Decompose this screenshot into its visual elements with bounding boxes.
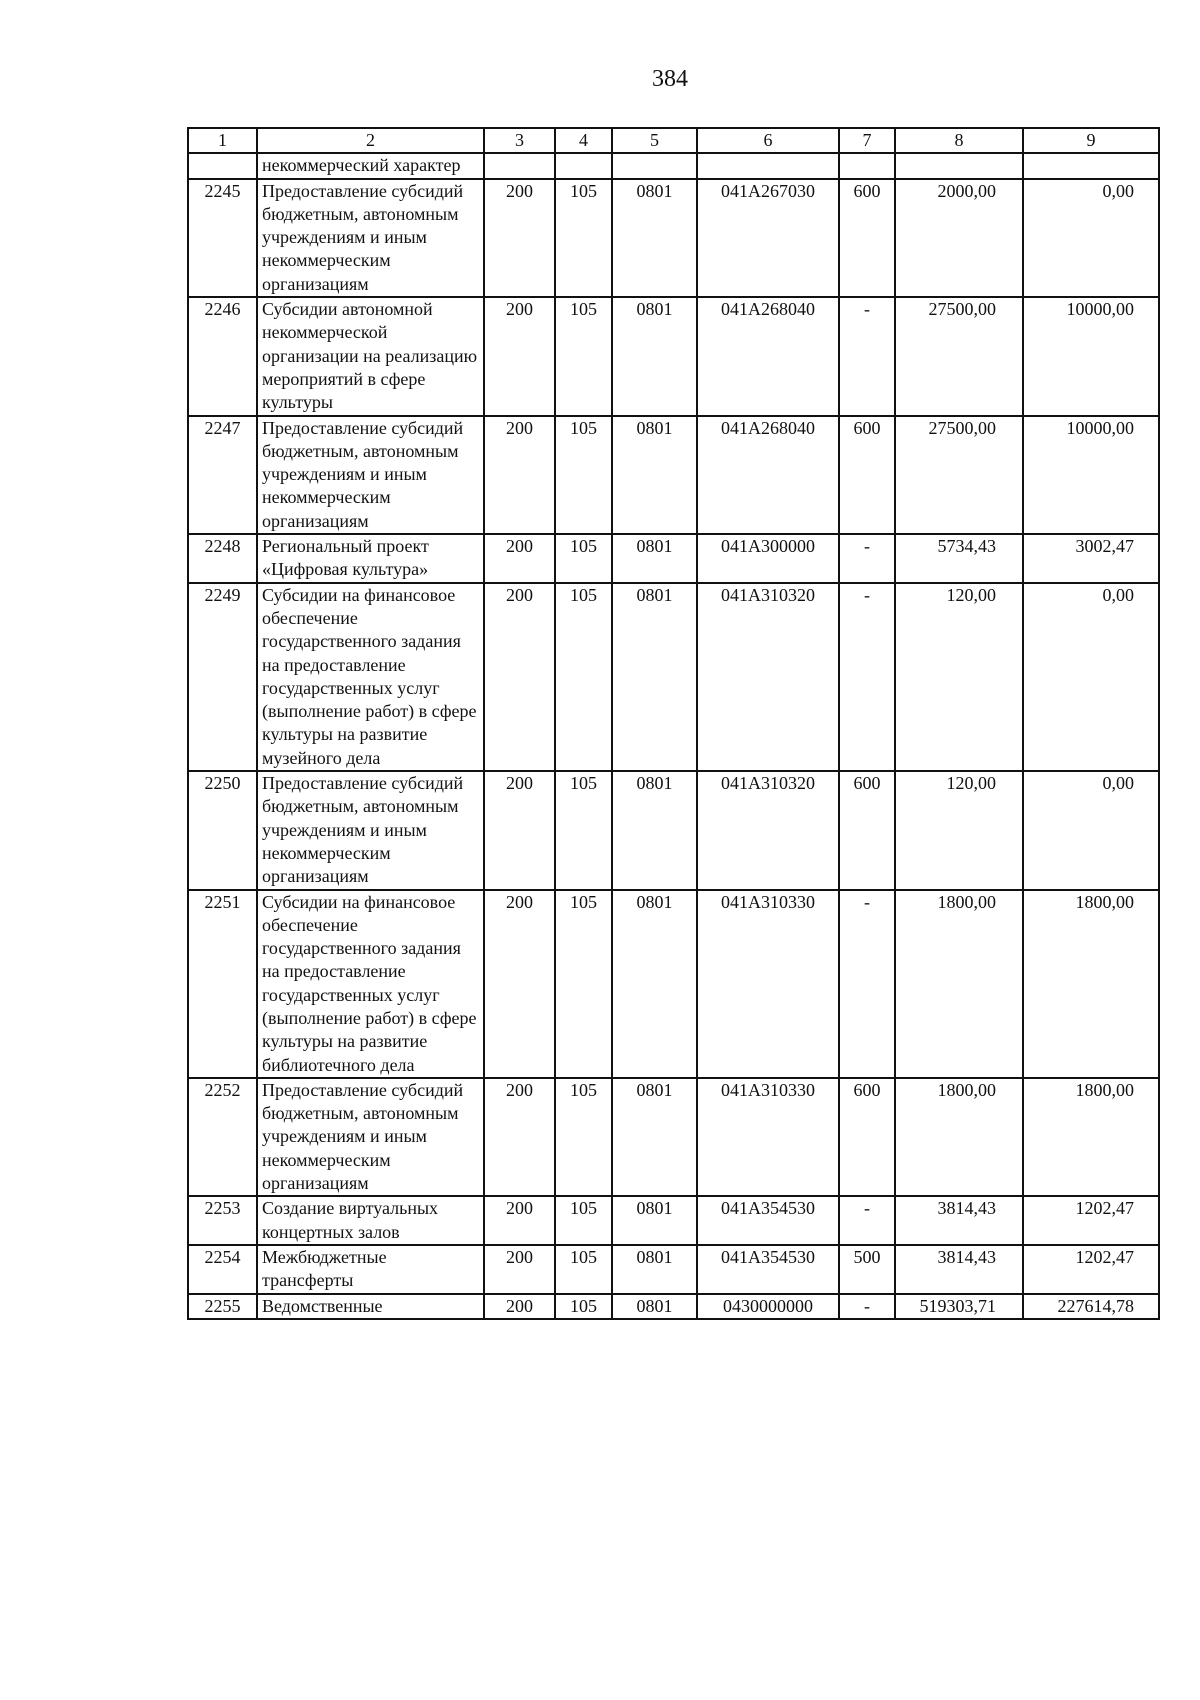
cell-col-9: 1800,00 <box>1023 1078 1159 1196</box>
cell-col-6 <box>697 153 839 178</box>
cell-col-7: - <box>839 890 895 1078</box>
cell-col-5: 0801 <box>612 534 697 583</box>
cell-col-9: 0,00 <box>1023 771 1159 889</box>
row-name: Предоставление субсидий бюджетным, автономным учреждениям и иным некоммерческим организациям <box>257 1078 484 1196</box>
row-number: 2251 <box>188 890 257 1078</box>
table-row <box>188 416 1159 534</box>
cell-col-4: 105 <box>555 771 612 889</box>
cell-col-5: 0801 <box>612 416 697 534</box>
cell-col-7: 600 <box>839 1078 895 1196</box>
cell-col-6: 041А300000 <box>697 534 839 583</box>
cell-col-3: 200 <box>484 1078 555 1196</box>
cell-col-7 <box>839 153 895 178</box>
column-number: 1 <box>188 128 257 153</box>
cell-col-9: 10000,00 <box>1023 416 1159 534</box>
cell-col-7: 600 <box>839 179 895 297</box>
table-row <box>188 534 1159 583</box>
cell-col-9: 0,00 <box>1023 179 1159 297</box>
row-name: Региональный проект «Цифровая культура» <box>257 534 484 583</box>
cell-col-6: 041А267030 <box>697 179 839 297</box>
table-row <box>188 297 1159 415</box>
cell-col-9: 1202,47 <box>1023 1245 1159 1294</box>
cell-col-8: 120,00 <box>895 771 1023 889</box>
cell-col-4: 105 <box>555 890 612 1078</box>
column-number: 3 <box>484 128 555 153</box>
cell-col-4: 105 <box>555 1294 612 1319</box>
cell-col-4: 105 <box>555 1196 612 1245</box>
cell-col-6: 041А268040 <box>697 297 839 415</box>
row-name: Предоставление субсидий бюджетным, автономным учреждениям и иным некоммерческим организациям <box>257 416 484 534</box>
cell-col-9: 10000,00 <box>1023 297 1159 415</box>
cell-col-4: 105 <box>555 534 612 583</box>
row-number: 2245 <box>188 179 257 297</box>
cell-col-3: 200 <box>484 583 555 771</box>
cell-col-9: 1202,47 <box>1023 1196 1159 1245</box>
cell-col-6: 041А310330 <box>697 1078 839 1196</box>
cell-col-5 <box>612 153 697 178</box>
cell-col-3: 200 <box>484 416 555 534</box>
cell-col-8 <box>895 153 1023 178</box>
cell-col-7: - <box>839 534 895 583</box>
cell-col-5: 0801 <box>612 1245 697 1294</box>
cell-col-5: 0801 <box>612 1196 697 1245</box>
table-row <box>188 583 1159 771</box>
column-number: 6 <box>697 128 839 153</box>
cell-col-8: 120,00 <box>895 583 1023 771</box>
cell-col-6: 0430000000 <box>697 1294 839 1319</box>
cell-col-9: 1800,00 <box>1023 890 1159 1078</box>
table-row <box>188 771 1159 889</box>
column-number: 8 <box>895 128 1023 153</box>
cell-col-5: 0801 <box>612 1078 697 1196</box>
row-number: 2248 <box>188 534 257 583</box>
cell-col-3: 200 <box>484 179 555 297</box>
cell-col-7: 500 <box>839 1245 895 1294</box>
row-number: 2250 <box>188 771 257 889</box>
cell-col-8: 1800,00 <box>895 890 1023 1078</box>
cell-col-4: 105 <box>555 179 612 297</box>
cell-col-5: 0801 <box>612 1294 697 1319</box>
cell-col-5: 0801 <box>612 771 697 889</box>
column-number: 4 <box>555 128 612 153</box>
cell-col-4: 105 <box>555 583 612 771</box>
cell-col-7: - <box>839 583 895 771</box>
row-number: 2247 <box>188 416 257 534</box>
cell-col-8: 3814,43 <box>895 1245 1023 1294</box>
cell-col-9: 0,00 <box>1023 583 1159 771</box>
column-number: 2 <box>257 128 484 153</box>
column-number: 7 <box>839 128 895 153</box>
cell-col-4: 105 <box>555 416 612 534</box>
row-name: Субсидии на финансовое обеспечение государственного задания на предоставление государственных услуг (выполнение работ) в сфере культуры на развитие библиотечного дела <box>257 890 484 1078</box>
cell-col-5: 0801 <box>612 179 697 297</box>
cell-col-4: 105 <box>555 1245 612 1294</box>
table-row <box>188 179 1159 297</box>
cell-col-4: 105 <box>555 297 612 415</box>
row-number: 2246 <box>188 297 257 415</box>
row-name: Субсидии на финансовое обеспечение государственного задания на предоставление государственных услуг (выполнение работ) в сфере культуры на развитие музейного дела <box>257 583 484 771</box>
cell-col-5: 0801 <box>612 583 697 771</box>
column-number: 5 <box>612 128 697 153</box>
row-name: Предоставление субсидий бюджетным, автономным учреждениям и иным некоммерческим организациям <box>257 179 484 297</box>
cell-col-8: 5734,43 <box>895 534 1023 583</box>
cell-col-7: 600 <box>839 416 895 534</box>
column-number: 9 <box>1023 128 1159 153</box>
cell-col-3: 200 <box>484 1245 555 1294</box>
cell-col-7: 600 <box>839 771 895 889</box>
cell-col-7: - <box>839 297 895 415</box>
cell-col-3: 200 <box>484 1294 555 1319</box>
cell-col-6: 041А310330 <box>697 890 839 1078</box>
cell-col-5: 0801 <box>612 297 697 415</box>
cell-col-8: 519303,71 <box>895 1294 1023 1319</box>
table-row <box>188 153 1159 178</box>
table-row <box>188 890 1159 1078</box>
cell-col-7: - <box>839 1196 895 1245</box>
cell-col-3: 200 <box>484 771 555 889</box>
row-name: Субсидии автономной некоммерческой организации на реализацию мероприятий в сфере культуры <box>257 297 484 415</box>
table-row <box>188 1294 1159 1319</box>
cell-col-3: 200 <box>484 890 555 1078</box>
row-name: Межбюджетные трансферты <box>257 1245 484 1294</box>
cell-col-3: 200 <box>484 297 555 415</box>
column-number-row <box>188 128 1159 153</box>
table-row <box>188 1245 1159 1294</box>
cell-col-3: 200 <box>484 534 555 583</box>
cell-col-7: - <box>839 1294 895 1319</box>
row-name: Создание виртуальных концертных залов <box>257 1196 484 1245</box>
cell-col-9 <box>1023 153 1159 178</box>
row-number: 2253 <box>188 1196 257 1245</box>
cell-col-6: 041А310320 <box>697 583 839 771</box>
cell-col-4: 105 <box>555 1078 612 1196</box>
row-name: Ведомственные <box>257 1294 484 1319</box>
cell-col-9: 3002,47 <box>1023 534 1159 583</box>
table-row <box>188 1196 1159 1245</box>
page-number: 384 <box>652 66 688 92</box>
cell-col-4 <box>555 153 612 178</box>
cell-col-8: 1800,00 <box>895 1078 1023 1196</box>
cell-col-6: 041А354530 <box>697 1245 839 1294</box>
cell-col-8: 27500,00 <box>895 416 1023 534</box>
cell-col-8: 27500,00 <box>895 297 1023 415</box>
cell-col-9: 227614,78 <box>1023 1294 1159 1319</box>
budget-table <box>187 127 1160 1320</box>
cell-col-3 <box>484 153 555 178</box>
cell-col-3: 200 <box>484 1196 555 1245</box>
cell-col-8: 3814,43 <box>895 1196 1023 1245</box>
row-name: Предоставление субсидий бюджетным, автономным учреждениям и иным некоммерческим организациям <box>257 771 484 889</box>
row-number: 2255 <box>188 1294 257 1319</box>
cell-col-6: 041А310320 <box>697 771 839 889</box>
cell-col-6: 041А268040 <box>697 416 839 534</box>
cell-col-6: 041А354530 <box>697 1196 839 1245</box>
cell-col-8: 2000,00 <box>895 179 1023 297</box>
row-number: 2252 <box>188 1078 257 1196</box>
cell-col-5: 0801 <box>612 890 697 1078</box>
row-number: 2254 <box>188 1245 257 1294</box>
row-number: 2249 <box>188 583 257 771</box>
row-number <box>188 153 257 178</box>
row-name: некоммерческий характер <box>257 153 484 178</box>
table-row <box>188 1078 1159 1196</box>
